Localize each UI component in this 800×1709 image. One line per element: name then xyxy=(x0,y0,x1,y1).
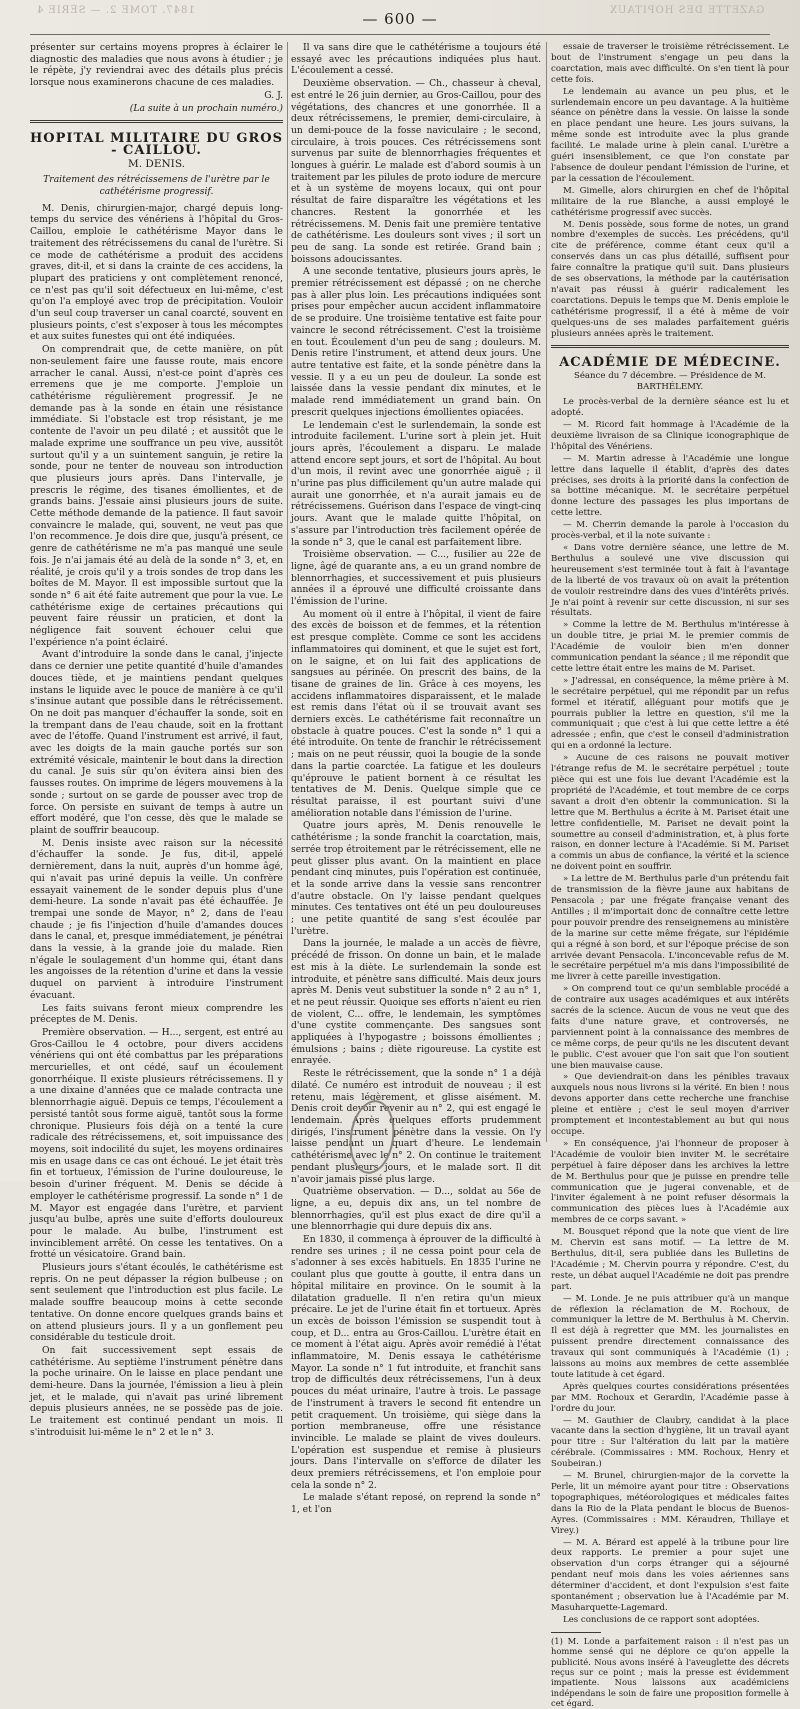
paragraph: Au moment où il entre à l'hôpital, il vient de faire des excès de boisson et de femmes, et la rétention est presque complète. Comme ce sont les accidens inflammatoires qui dominent, et que le sujet est fort, on le saigne, et on lui fait des applications de sangsues au périnée. On prescrit des bains, de la tisane de graines de lin. Grâce à ces moyens, les accidens inflammatoires disparaissent, et le malade est remis dans l'état où il se trouvait avant ses derniers excès. Le cathétérisme fait reconnaître un obstacle à quatre pouces. C'est la sonde n° 1 qui a été introduite. On tente de franchir le rétrécissement ; mais on ne peut réussir, quoi la bougie de la sonde dans la partie coarctée. La fatigue et les douleurs qu'éprouve le patient bornent à ce résultat les tentatives de M. Denis. Quelque simple que ce résultat paraisse, il est pourtant suivi d'une amélioration notable dans l'émission de l'urine. xyxy=(291,608,541,819)
academy-paragraph: » Comme la lettre de M. Berthulus m'intéresse à un double titre, je priai M. le premier commis de l'Académie de vouloir bien m'en donner communication pendant la séance ; il me répondit que cette lettre était entre les mains de M. Pariset. xyxy=(551,620,789,674)
column-divider xyxy=(546,42,547,1142)
paragraph: essaie de traverser le troisième rétrécissement. Le bout de l'instrument s'engage un peu dans la coarctation, mais avec difficulté. On s'en tient là pour cette fois. xyxy=(551,42,789,85)
paragraph: Le malade s'étant reposé, on reprend la sonde n° 1, et l'on xyxy=(291,1492,541,1516)
article-author: M. DENIS. xyxy=(127,157,185,170)
academy-paragraph: Après quelques courtes considérations présentées par MM. Rochoux et Gerardin, l'Académie passe à l'ordre du jour. xyxy=(551,1381,789,1414)
academy-title: ACADÉMIE DE MÉDECINE. xyxy=(559,355,781,371)
academy-paragraph: — M. Londe. Je ne puis attribuer qu'à un manque de réflexion la réclamation de M. Rochoux, de communiquer la lettre de M. Berthulus à M. Chervin. Il est déjà à regretter que MM. les journalistes en puissent prendre directement connaissance des travaux qui sont communiqués à l'Académie (1) ; laissons au moins aux membres de cette assemblée toute latitude à cet égard. xyxy=(551,1293,789,1380)
academy-paragraph: Les conclusions de ce rapport sont adoptées. xyxy=(563,1614,760,1625)
academy-paragraph: M. Bousquet répond que la note que vient de lire M. Chervin est sans motif. — La lettre de M. Berthulus, dit-il, sera publiée dans les Bulletins de l'Académie ; M. Chervin pourra y répondre. C'est, du reste, un débat auquel l'Académie ne doit pas prendre part. xyxy=(551,1227,789,1292)
paragraph: M. Gimelle, alors chirurgien en chef de l'hôpital militaire de la rue Blanche, a aussi employé le cathétérisme progressif avec succès. xyxy=(551,185,789,218)
footnote-rule xyxy=(551,1632,601,1633)
paragraph: Plusieurs jours s'étant écoulés, le cathétérisme est repris. On ne peut dépasser la région bulbeuse ; on sent seulement que l'introduction est plus facile. Le malade souffre beaucoup moins à cette seconde tentative. On donne encore quelques grands bains et on attend plusieurs jours. Il y a un gonflement peu considérable du testicule droit. xyxy=(30,1262,283,1344)
paragraph: Troisième observation. — C..., fusilier au 22e de ligne, âgé de quarante ans, a eu un grand nombre de blennorrhagies, et successivement et puis plusieurs années il a éprouvé une difficulté croissante dans l'émission de l'urine. xyxy=(291,549,541,608)
article-title: HOPITAL MILITAIRE DU GROS - CAILLOU. xyxy=(30,131,283,158)
paragraph: M. Denis insiste avec raison sur la nécessité d'échauffer la sonde. Je fus, dit-il, appelé dernièrement, dans la nuit, auprès d'un homme âgé, qui n'avait pas uriné depuis la veille. Un confrère essayait vainement de le sonder depuis plus d'une demi-heure. La sonde n'avait pas été échauffée. Je trempai une sonde de Mayor, n° 2, dans de l'eau chaude ; je fis l'injection d'huile d'amandes douces dans le canal, et, presque immédiatement, je pénétrai dans la vessie, à la grande joie du malade. Rien n'égale le soulagement d'un homme qui, étant dans les angoisses de la rétention d'urine et dans la vessie duquel on parvient à introduire l'instrument évacuant. xyxy=(30,837,283,1001)
academy-paragraph: » En conséquence, j'ai l'honneur de proposer à l'Académie de vouloir bien inviter M. le secrétaire perpétuel à faire déposer dans les archives la lettre de M. Berthulus pour que je puisse en prendre telle communication que je jugerai convenable, et de l'inviter également à ne point refuser désormais la communication des pièces lues à l'Académie aux membres de ce corps savant. » xyxy=(551,1138,789,1226)
signature: G. J. xyxy=(264,89,283,101)
section-rule xyxy=(551,345,789,348)
academy-paragraph: — M. Gauthier de Claubry, candidat à la place vacante dans la section d'hygiène, lit un travail ayant pour titre : Sur l'altération du lait par la matière cérébrale. (Commissaires : MM. Rochoux, Henry et Soubeiran.) xyxy=(551,1415,789,1470)
footnote: (1) M. Londe a parfaitement raison : il n'est pas un homme sensé qui ne déplore ce qu'on appelle la publicité. Nous avons inséré à l'aveuglette des décrets reçus sur ce point ; mais la presse est évidemment impatiente. Nous laissons aux académiciens indépendans le soin de faire une proposition formelle à cet égard. xyxy=(551,1635,789,1709)
bleed-through-header-right: GAZETTE DES HOPITAUX xyxy=(608,5,764,16)
academy-paragraph: — M. Ricord fait hommage à l'Académie de la deuxième livraison de sa Clinique iconographique de l'hôpital des Vénériens. xyxy=(551,420,789,452)
paragraph: Deuxième observation. — Ch., chasseur à cheval, est entré le 26 juin dernier, au Gros-Caillou, pour des végétations, des chancres et une gonorrhée. Il a deux rétrécissemens, le premier, demi-circulaire, à un demi-pouce de la fosse naviculaire ; le second, circulaire, à trois pouces. Ces rétrécissemens sont survenus par suite de blennorrhagies fréquentes et longues à guérir. Le malade est d'abord soumis à un traitement par les pilules de proto iodure de mercure et à un système de moyens locaux, qui ont pour résultat de faire disparaître les végétations et les chancres. Restent la gonorrhée et les rétrécissemens. M. Denis fait une première tentative de cathétérisme. Les douleurs sont vives ; il sort un peu de sang. La sonde est retirée. Grand bain ; boissons adoucissantes. xyxy=(291,78,541,265)
paragraph: Reste le rétrécissement, que la sonde n° 1 a déjà dilaté. Ce numéro est introduit de nouveau ; il est retenu, mais légèrement, et glisse aisément. M. Denis croit devoir revenir au n° 2, qui est engagé le lendemain. Après quelques efforts prudemment dirigés, l'instrument pénètre dans la vessie. On l'y laisse pendant un quart d'heure. Le lendemain cathétérisme avec le n° 2. On continue le traitement pendant plusieurs jours, et le malade sort. Il dit n'avoir jamais pissé plus large. xyxy=(291,1068,541,1185)
academy-paragraph: — M. Brunel, chirurgien-major de la corvette la Perle, lit un mémoire ayant pour titre : Observations topographiques, météorologiques et médicales faites dans la Rio de la Plata pendant le blocus de Buenos-Ayres. (Commissaires : MM. Kéraudren, Thillaye et Virey.) xyxy=(551,1471,789,1536)
academy-paragraph: » La lettre de M. Berthulus parle d'un prétendu fait de transmission de la fièvre jaune aux habitans de Pensacola ; par une frégate française venant des Antilles ; il m'importait donc de connaître cette lettre pour pouvoir prendre des renseignemens au ministère de la marine sur cette même frégate, sur l'épidémie qui a régné à son bord, et sur l'époque précise de son arrivée devant Pensacola. L'inconcevable refus de M. le secrétaire perpétuel m'a mis dans l'impossibilité de me livrer à cette pareille investigation. xyxy=(551,874,789,983)
paragraph: A une seconde tentative, plusieurs jours après, le premier rétrécissement est dépassé ; on ne cherche pas à aller plus loin. Les précautions indiquées sont prises pour empêcher aucun accident inflammatoire de se produire. Une troisième tentative est faite pour vaincre le second rétrécissement. C'est la troisième en tout. Écoulement d'un peu de sang ; douleurs. M. Denis retire l'instrument, et attend deux jours. Une autre tentative est faite, et la sonde pénètre dans la vessie. Il y a eu un peu de douleur. La sonde est laissée dans la vessie pendant dix minutes, et le malade rend immédiatement un grand bain. On prescrit quelques injections émollientes opiacées. xyxy=(291,266,541,418)
session-line: Séance du 7 décembre. — Présidence de M. BARTHÉLEMY. xyxy=(573,371,767,393)
paragraph: On fait successivement sept essais de cathétérisme. Au septième l'instrument pénètre dans la poche urinaire. On le laisse en place pendant une demi-heure. Dans la journée, l'émission a lieu à plein jet, et le malade, qui n'avait pas uriné librement depuis plusieurs années, ne se possède pas de joie. Le traitement est continué pendant un mois. Il s'introduisit lui-même le n° 2 et le n° 3. xyxy=(30,1344,283,1438)
paragraph: Les faits suivans feront mieux comprendre les préceptes de M. Denis. xyxy=(30,1002,283,1026)
academy-paragraph: » Que deviendrait-on dans les pénibles travaux auxquels nous nous livrons si la vérité. En bien ! nous devons apporter dans cette recherche une franchise pleine et entière ; c'est le seul moyen d'arriver promptement et incontestablement au but qui nous occupe. xyxy=(551,1072,789,1137)
column-divider xyxy=(287,42,288,1142)
paragraph: Avant d'introduire la sonde dans le canal, j'injecte dans ce dernier une petite quantité d'huile d'amandes douces tiède, et je maintiens pendant quelques instans le liquide avec le pouce de manière à ce qu'il s'insinue autant que possible dans le rétrécissement. On ne doit pas manquer d'échauffer la sonde, soit en la trempant dans de l'eau chaude, soit en la frottant avec de l'étoffe. Quand l'instrument est arrivé, il faut, avec les doigts de la main gauche portés sur son extrémité vésicale, maintenir le bout dans la direction du canal. Je suis sûr qu'on évitera ainsi bien des fausses routes. On imprime de légers mouvemens à la sonde ; surtout on se garde de pousser avec trop de force. On persiste en suivant de temps à autre un effort modéré, que l'on cesse, dès que le malade se plaint de souffrir beaucoup. xyxy=(30,649,283,836)
academy-paragraph: » Aucune de ces raisons ne pouvait motiver l'étrange refus de M. le secrétaire perpétuel ; toute pièce qui est une fois lue devant l'Académie est la propriété de l'Académie, et tout membre de ce corps savant a droit d'en obtenir la communication. Si la lettre que M. Berthulus a écrite à M. Pariset était une lettre confidentielle, M. Pariset ne devait point la soumettre au conseil d'administration, et, à plus forte raison, en donner lecture à l'Académie. Si M. Pariset a commis un abus de confiance, la vérité et la science ne doivent point en souffrir. xyxy=(551,753,789,873)
paragraph: On comprendrait que, de cette manière, on pût non-seulement faire une fausse route, mais encore arracher le canal. Aussi, n'est-ce point d'après ces erremens que je me comporte. J'emploie un cathétérisme régulièrement progressif. Je ne demande pas à la sonde en étain une résistance immédiate. Si l'obstacle est trop résistant, je me contente de l'avoir un peu dilaté ; et aussitôt que le malade exprime une souffrance un peu vive, aussitôt surtout qu'il y a un suintement sanguin, je retire la sonde, pour ne tenter de nouveau son introduction que plusieurs jours après. Dans l'intervalle, je prescris le régime, des tisanes émollientes, et de grands bains. J'essaie ainsi plusieurs jours de suite. Cette méthode demande de la patience. Il faut savoir convaincre le malade, qui, souvent, ne veut pas que l'on recommence. Je dois dire que, jusqu'à présent, ce genre de cathétérisme ne m'a pas manqué une seule fois. Je n'ai jamais été au delà de la sonde n° 3, et, en réalité, je crois qu'il y a trois sondes de trop dans les boîtes de M. Mayor. Il est impossible surtout que la sonde n° 6 ait été faite autrement que pour la vue. Le cathétérisme exige de certaines précautions qui peuvent faire réussir un praticien, et dont la négligence fait souvent échouer celui que l'expérience n'a point éclairé. xyxy=(30,344,283,648)
academy-paragraph: — M. A. Bérard est appelé à la tribune pour lire deux rapports. Le premier a pour sujet une observation d'un corps étranger qui a séjourné pendant neuf mois dans les voies aériennes sans déterminer d'accident, et dont l'expulsion s'est faite spontanément ; observation lue à l'Académie par M. Masuharquette-Lagemard. xyxy=(551,1537,789,1613)
academy-paragraph: Le procès-verbal de la dernière séance est lu et adopté. xyxy=(551,397,789,419)
academy-paragraph: » On comprend tout ce qu'un semblable procédé a de contraire aux usages académiques et aux intérêts sacrés de la science. Aucun de vous ne veut que des faits d'une nature grave, et controversés, ne parviennent point à la connaissance des membres de ce même corps, de peur qu'ils ne les discutent devant le public. C'est avouer que l'on sait que l'on soutient une bien mauvaise cause. xyxy=(551,984,789,1071)
academy-paragraph: — M. Martin adresse à l'Académie une longue lettre dans laquelle il établit, d'après des dates précises, ses droits à la priorité dans la confection de sa bottine mécanique. M. le secrétaire perpétuel donne lecture des passages les plus importans de cette lettre. xyxy=(551,453,789,519)
paragraph: Il va sans dire que le cathétérisme a toujours été essayé avec les précautions indiquées plus haut. L'écoulement a cessé. xyxy=(291,42,541,77)
academy-paragraph: — M. Cherrin demande la parole à l'occasion du procès-verbal, et il la note suivante : xyxy=(551,520,789,542)
academy-paragraph: » J'adressai, en conséquence, la même prière à M. le secrétaire perpétuel, qui me répondit par un refus formel et itératif, alléguant pour motifs que je pourrais publier la lettre en question, s'il me la communiquait ; que c'est à lui que cette lettre a été adressée ; enfin, que c'est le conseil d'administration qui en a ordonné la lecture. xyxy=(551,675,789,752)
paragraph: Première observation. — H..., sergent, est entré au Gros-Caillou le 4 octobre, pour divers accidens vénériens qui ont été combattus par les préparations mercurielles, et ont cédé, sauf un écoulement gonorrhéique. Il existe plusieurs rétrécissemens. Il y a une dixaine d'années que ce malade contracta une blennorrhagie aiguë. Depuis ce temps, l'écoulement a persisté tantôt sous forme aiguë, tantôt sous la forme chronique. Plusieurs fois déjà on a tenté la cure radicale des rétrécissemens, et, soit impuissance des moyens, soit indocilité du sujet, les moyens ordinaires mis en usage dans ce cas ont échoué. Le jet était très fin et tortueux, l'émission de l'urine douloureuse, le besoin d'uriner fréquent. M. Denis se décide à employer le cathétérisme progressif. La sonde n° 1 de M. Mayor est engagée dans l'urètre, et parvient jusqu'au bulbe, après une suite d'efforts douloureux pour le malade. Au bulbe, l'instrument est invinciblement arrêté. On cesse les tentatives. On a frotté un vésicatoire. Grand bain. xyxy=(30,1026,283,1261)
academy-paragraph: « Dans votre dernière séance, une lettre de M. Berthulus a soulevé une vive discussion qui heureusement s'est terminée tout à fait à l'avantage de la liberté de vos travaux où on avait la prétention de vouloir restreindre dans des vues d'intérêts privés. Je n'ai point à revenir sur cette discussion, ni sur ses résultats. xyxy=(551,542,789,619)
paragraph: Quatrième observation. — D..., soldat au 56e de ligne, a eu, depuis dix ans, un tel nombre de blennorrhagies, qu'il est plus exact de dire qu'il a une blennorrhagie qui dure depuis dix ans. xyxy=(291,1186,541,1233)
intro-paragraph: présenter sur certains moyens propres à éclairer le diagnostic des maladies que nous avons à étudier ; je le répète, j'y reviendrai avec des détails plus précis lorsque nous examinerons chacune de ces maladies. xyxy=(30,42,283,89)
paragraph: M. Denis, chirurgien-major, chargé depuis long-temps du service des vénériens à l'hôpital du Gros-Caillou, emploie le cathétérisme Mayor dans le traitement des rétrécissemens du canal de l'urètre. Si ce mode de cathétérisme a produit des accidens graves, dit-il, et si dans la crainte de ces accidens, la plupart des praticiens y ont complètement renoncé, ce n'est pas qu'il soit défectueux en lui-même, c'est qu'on l'a employé avec trop de précipitation. Vouloir d'un seul coup traverser un canal coarcté, souvent en plusieurs points, c'est s'exposer à tous les mécomptes et aux suites funestes qui ont été indiquées. xyxy=(30,202,283,343)
page-header xyxy=(30,8,770,35)
paragraph: M. Denis possède, sous forme de notes, un grand nombre d'exemples de succès. Les précédens, qu'il cite de préférence, comme étant ceux qu'il a conservés dans un cas plus détaillé, suffisent pour faire connaître la pratique qu'il suit. Dans plusieurs de ses observations, la méthode par la cautérisation n'avait pas réussi à guérir radicalement les coarctations. Depuis le temps que M. Denis emploie le cathétérisme progressif, il a été à même de voir quelques-uns de ses malades parfaitement guéris plusieurs années après le traitement. xyxy=(551,219,789,339)
page-number: — 600 — xyxy=(362,10,438,28)
bleed-through-header-left: 1847. TOME 2. — SÉRIE 4 xyxy=(36,5,195,16)
paragraph: Le lendemain c'est le surlendemain, la sonde est introduite facilement. L'urine sort à plein jet. Huit jours après, l'écoulement a disparu. Le malade attend encore sept jours, et sort de l'hôpital. Au bout d'un mois, il revint avec une gonorrhée aiguë ; il n'urine pas plus difficilement qu'un autre malade qui aurait une gonorrhée, et n'a aurait jamais eu de rétrécissemens. Guérison dans l'espace de vingt-cinq jours. Avant que le malade quitte l'hôpital, on s'assure par l'introduction très facilement opérée de la sonde n° 3, que le canal est parfaitement libre. xyxy=(291,419,541,548)
article-subtitle: Traitement des rétrécissemens de l'urètre par le cathétérisme progressif. xyxy=(43,174,270,198)
continued-note: (La suite à un prochain numéro.) xyxy=(129,102,283,114)
paragraph: Quatre jours après, M. Denis renouvelle le cathétérisme ; la sonde franchit la coarctation, mais, serrée trop étroitement par le rétrécissement, elle ne peut glisser plus avant. On la maintient en place pendant cinq minutes, puis l'opération est continuée, et la sonde arrive dans la vessie sans rencontrer d'autre obstacle. On l'y laisse pendant quelques minutes. Ces tentatives ont été un peu douloureuses ; une petite quantité de sang s'est écoulée par l'urètre. xyxy=(291,820,541,937)
paragraph: Dans la journée, le malade a un accès de fièvre, précédé de frisson. On donne un bain, et le malade est mis à la diète. Le surlendemain la sonde est introduite, et pénètre sans difficulté. Mais deux jours après M. Denis veut substituer la sonde n° 2 au n° 1, et ne peut réussir. Quoique ses efforts n'aient eu rien de violent, C... offre, le lendemain, les symptômes d'une cystite commençante. Des sangsues sont appliquées à l'hypogastre ; boissons émollientes ; émulsions ; bains ; diète rigoureuse. La cystite est enrayée. xyxy=(291,938,541,1067)
column-middle xyxy=(291,42,541,1516)
section-rule xyxy=(30,120,283,123)
column-left xyxy=(30,42,283,1438)
column-right xyxy=(551,42,789,1709)
paragraph: Le lendemain au avance un peu plus, et le surlendemain encore un peu davantage. A la huitième séance on pénètre dans la vessie. On laisse la sonde en place pendant une heure. Les jours suivans, la même sonde est introduite avec la plus grande facilité. Le malade urine à plein canal. L'urètre a guéri insensiblement, ce que l'on constate par l'absence de douleur pendant l'émission de l'urine, et par la cessation de l'écoulement. xyxy=(551,86,789,184)
paragraph: En 1830, il commença à éprouver de la difficulté à rendre ses urines ; il ne cessa point pour cela de s'adonner à ses excès habituels. En 1835 l'urine ne coulant plus que goutte à goutte, il entra dans un hôpital militaire en province. On le soumit à la dilatation graduelle. Il n'en retira qu'un mieux précaire. Le jet de l'urine était fin et tortueux. Après un excès de boisson l'émission se suspendit tout à coup, et D... entra au Gros-Caillou. L'urètre était en ce moment à l'état aigu. Après avoir remédié à l'état inflammatoire, M. Denis essaya le cathétérisme Mayor. La sonde n° 1 fut introduite, et franchit sans trop de difficultés deux rétrécissemens, l'un à deux pouces du méat urinaire, l'autre à trois. Le passage de l'instrument à travers le second fit entendre un petit craquement. Un troisième, qui siège dans la portion membraneuse, offre une résistance invincible. Le malade se plaint de vives douleurs. L'opération est suspendue et remise à plusieurs jours. Dans l'intervalle on s'efforce de dilater les deux premiers rétrécissemens, et l'on emploie pour cela la sonde n° 2. xyxy=(291,1234,541,1491)
